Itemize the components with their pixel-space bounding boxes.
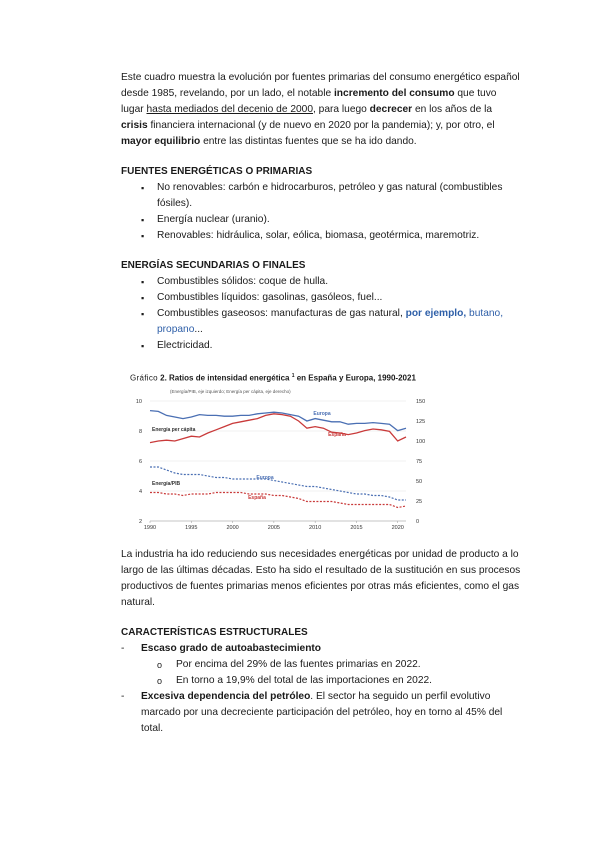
y-left-tick-label: 6 [138, 459, 142, 465]
figure-title-text: 2. Ratios de intensidad energética [160, 373, 292, 383]
intro-text: Este cuadro muestra la evolución por fuentes primarias del consumo energético español desde 1985, revelando, por un lado, el notable [121, 72, 520, 99]
figure-chart [124, 373, 444, 533]
chart-annotation: España [248, 495, 266, 501]
x-tick-label: 2000 [226, 525, 239, 531]
item-bold: Excesiva dependencia del petróleo [141, 691, 311, 702]
x-tick-label: 1995 [185, 525, 198, 531]
chart-annotation: España [328, 432, 346, 438]
section-heading-estructurales: CARACTERÍSTICAS ESTRUCTURALES [121, 627, 308, 638]
chart-annotation: Energía per cápita [152, 427, 196, 433]
chart-annotation: Europa [313, 411, 331, 417]
chart-annotation: Europa [256, 475, 274, 481]
y-right-tick-label: 150 [416, 399, 426, 405]
figure-footnote-mark: 1 [291, 373, 295, 379]
y-right-tick-label: 100 [416, 439, 426, 445]
chart-svg [124, 373, 444, 533]
list-item: ▪ Combustibles sólidos: coque de hulla. [121, 274, 521, 290]
x-tick-label: 2005 [267, 525, 280, 531]
y-right-tick-label: 75 [416, 459, 423, 465]
section-heading-secundarias: ENERGÍAS SECUNDARIAS O FINALES [121, 260, 306, 271]
y-right-tick-label: 50 [416, 479, 423, 485]
list-item: ▪ No renovables: carbón e hidrocarburos, petróleo y gas natural (combustibles fósiles). [121, 180, 521, 212]
secundarias-list [121, 274, 521, 354]
list-item [121, 641, 521, 689]
gas-highlight: por ejemplo, [405, 308, 467, 319]
primarias-list [121, 180, 521, 244]
list-item: ▪ Renovables: hidráulica, solar, eólica, biomasa, geotérmica, maremotriz. [121, 228, 521, 244]
figure-label: Gráfico [130, 373, 158, 383]
intro-bold: mayor equilibrio [121, 136, 201, 147]
figure-subtitle: (Energía/PIB, eje izquierdo; Energía per cápita, eje derecho) [170, 389, 291, 394]
x-tick-label: 2015 [350, 525, 363, 531]
list-item: ▪ Electricidad. [121, 338, 521, 354]
intro-bold: crisis [121, 120, 148, 131]
intro-text: que tuvo lugar [121, 88, 497, 115]
list-item: ▪ Energía nuclear (uranio). [121, 212, 521, 228]
intro-text: , para luego [313, 104, 370, 115]
figure-title-rest: en España y Europa, 1990-2021 [294, 373, 416, 383]
intro-underline: hasta mediados del decenio de 2000 [146, 104, 314, 115]
estructurales-list [121, 641, 521, 737]
y-left-tick-label: 10 [135, 399, 142, 405]
intro-text: en los años de la [412, 104, 492, 115]
chart-annotation: Energía/PIB [152, 481, 181, 487]
list-item [121, 689, 521, 737]
gas-suffix: ... [194, 324, 203, 335]
intro-bold: incremento del consumo [333, 88, 455, 99]
gas-examples: butano, propano [157, 308, 504, 335]
section-heading-primarias: FUENTES ENERGÉTICAS O PRIMARIAS [121, 166, 313, 177]
industry-paragraph: La industria ha ido reduciendo sus necesidades energéticas por unidad de producto a lo largo de las últimas décadas. Esto ha sido el resultado de la sustitución en sus procesos productivos de fuentes primarias menos eficientes por otras más eficientes, como el gas natural. [121, 549, 521, 608]
y-right-tick-label: 0 [416, 519, 420, 525]
sub-list-item: o Por encima del 29% de las fuentes primarias en 2022. [121, 657, 521, 673]
list-item: ▪ Combustibles líquidos: gasolinas, gasóleos, fuel... [121, 290, 521, 306]
gas-text: Combustibles gaseosos: manufacturas de gas natural, [157, 308, 406, 319]
intro-text: entre las distintas fuentes que se ha ido dando. [200, 136, 417, 147]
x-tick-label: 2020 [391, 525, 404, 531]
intro-text: financiera internacional (y de nuevo en 2020 por la pandemia); y, por otro, el [147, 120, 495, 131]
document-body [121, 70, 521, 354]
y-right-tick-label: 25 [416, 499, 423, 505]
y-left-tick-label: 8 [138, 429, 142, 435]
y-right-tick-label: 125 [416, 419, 426, 425]
y-left-tick-label: 4 [138, 489, 142, 495]
y-left-tick-label: 2 [138, 519, 142, 525]
sub-list [121, 657, 521, 689]
x-tick-label: 2010 [309, 525, 322, 531]
list-item [121, 306, 521, 338]
intro-paragraph [121, 70, 521, 150]
item-bold: Escaso grado de autoabastecimiento [141, 643, 322, 654]
sub-list-item: o En torno a 19,9% del total de las importaciones en 2022. [121, 673, 521, 689]
document-body-lower [121, 547, 521, 737]
intro-bold: decrecer [369, 104, 413, 115]
x-tick-label: 1990 [143, 525, 157, 531]
item-text: . El sector ha seguido un perfil evolutivo marcado por una decreciente participación del petróleo, hoy en torno al 45% del total. [141, 691, 503, 734]
